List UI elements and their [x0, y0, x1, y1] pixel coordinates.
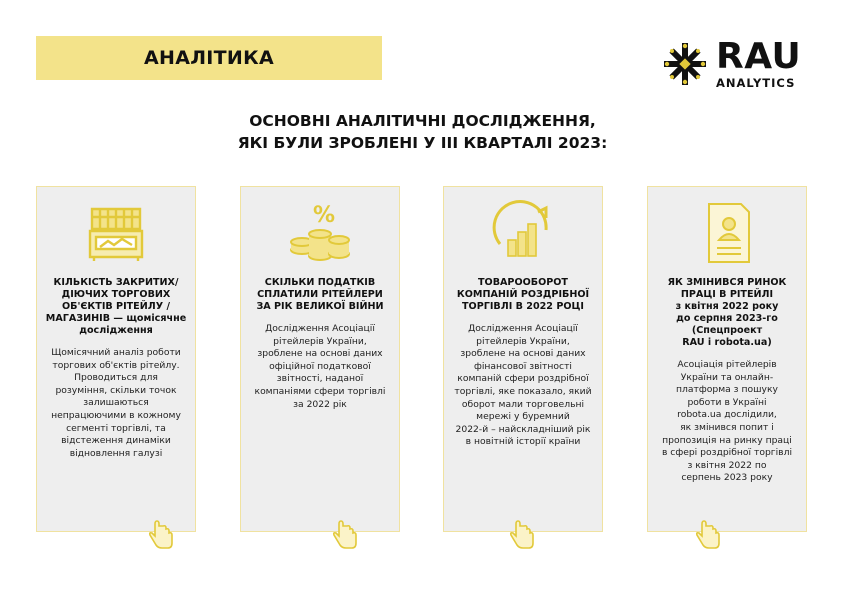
section-title: АНАЛІТИКА [144, 47, 274, 69]
card-closed-stores[interactable] [36, 186, 196, 532]
coins-percent-icon [285, 199, 355, 267]
card-description: Дослідження Асоціації рітейлерів України, зроблене на основі даних фінансової звітності компаній сфери роздрібної торгівлі, яке показало, який оборот мали торговельні мережі у буремний 2022-й – найскладніший рік в новітній історії країни [454, 323, 592, 448]
card-title: КІЛЬКІСТЬ ЗАКРИТИХ/ ДІЮЧИХ ТОРГОВИХ ОБ'ЄКТІВ РІТЕЙЛУ / МАГАЗИНІВ — щомісячне дослідження [45, 277, 187, 336]
logo-primary-text: RAU [716, 35, 802, 77]
closed-store-icon [81, 199, 151, 267]
card-taxes[interactable] [240, 186, 400, 532]
hand-pointer-icon[interactable] [693, 518, 723, 550]
page-heading: ОСНОВНІ АНАЛІТИЧНІ ДОСЛІДЖЕННЯ, ЯКІ БУЛИ ЗРОБЛЕНІ У ІІІ КВАРТАЛІ 2023: [237, 112, 608, 152]
resume-document-icon [692, 199, 762, 267]
card-title: ТОВАРООБОРОТ КОМПАНІЙ РОЗДРІБНОЇ ТОРГІВЛІ В 2022 РОЦІ [456, 277, 590, 312]
card-title: ЯК ЗМІНИВСЯ РИНОК ПРАЦІ В РІТЕЙЛІ з квітня 2022 року до серпня 2023-го (Спецпроект RAU і robota.ua) [667, 277, 787, 348]
hand-pointer-icon[interactable] [330, 518, 360, 550]
card-labor-market[interactable] [647, 186, 807, 532]
rau-logo [662, 36, 812, 92]
hand-pointer-icon[interactable] [507, 518, 537, 550]
card-description: Дослідження Асоціації рітейлерів України, зроблене на основі даних офіційної податкової звітності, наданої компаніями сфери торгівлі за 2022 рік [254, 323, 386, 410]
section-banner [36, 36, 382, 80]
svg-text:%: % [313, 203, 336, 228]
card-description: Щомісячний аналіз роботи торгових об'єктів рітейлу. Проводиться для розуміння, скільки точок залишаються непрацюючими в кожному сегменті торгівлі, та відстеження динаміки відновлення галузі [51, 347, 181, 459]
card-turnover[interactable] [443, 186, 603, 532]
ornament-star-icon [662, 41, 708, 87]
logo-secondary-text: ANALYTICS [716, 75, 796, 90]
card-title: СКІЛЬКИ ПОДАТКІВ СПЛАТИЛИ РІТЕЙЛЕРИ ЗА РІК ВЕЛИКОЇ ВІЙНИ [256, 277, 384, 312]
card-description: Асоціація рітейлерів України та онлайн- платформа з пошуку роботи в Україні robota.ua дослідили, як змінився попит і пропозиція на ринку праці в сфері роздрібної торгівлі з квітня 2022 по серпень 2023 року [661, 359, 793, 484]
growth-chart-icon [488, 199, 558, 267]
hand-pointer-icon[interactable] [146, 518, 176, 550]
